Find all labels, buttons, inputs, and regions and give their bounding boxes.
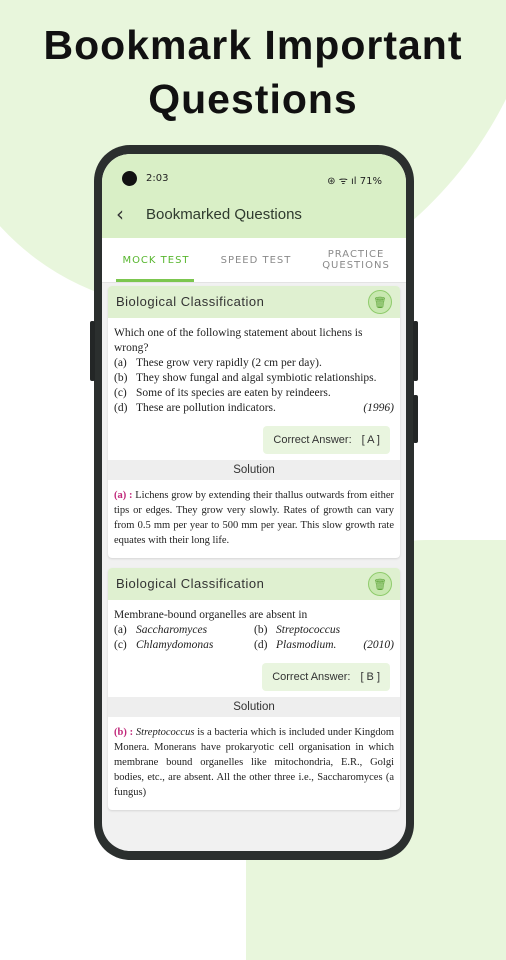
answer-value: [ A ] bbox=[361, 434, 380, 446]
option-key: (c) bbox=[114, 387, 127, 399]
phone-frame bbox=[94, 145, 414, 860]
correct-answer-badge bbox=[263, 426, 390, 454]
promo-headline bbox=[0, 18, 506, 126]
solution-text bbox=[108, 480, 400, 558]
option-key: (b) bbox=[254, 624, 268, 636]
back-arrow-icon[interactable]: ‹ bbox=[116, 202, 124, 226]
answer-row bbox=[108, 420, 400, 460]
option-b bbox=[254, 623, 394, 638]
option-text: These grow very rapidly (2 cm per day). bbox=[136, 357, 322, 369]
question-text: Which one of the following statement about lichens is wrong? bbox=[114, 327, 363, 354]
headline-line-2: Questions bbox=[148, 76, 358, 122]
solution-body: is a bacteria which is included under Kingdom Monera. Monerans have prokaryotic cell organisation in which membrane bound organelles like mitochondria, E.R., Golgi bodies, etc., are absent. All the other three i.e., Saccharomyces (a fungus) bbox=[114, 727, 395, 798]
solution-heading: Solution bbox=[108, 460, 400, 480]
option-c bbox=[114, 638, 254, 653]
option-row bbox=[114, 623, 394, 638]
headline-line-1: Bookmark Important bbox=[43, 22, 463, 68]
trash-icon[interactable]: 🗑 bbox=[368, 572, 392, 596]
question-card bbox=[108, 286, 400, 558]
answer-value: [ B ] bbox=[360, 671, 380, 683]
tab-practice-questions[interactable]: PRACTICE QUESTIONS bbox=[322, 249, 390, 271]
option-text: Plasmodium. bbox=[276, 639, 337, 651]
solution-answer-key: (b) : bbox=[114, 727, 134, 738]
bookmark-list bbox=[108, 286, 400, 820]
option-text: Chlamydomonas bbox=[136, 639, 214, 651]
option-text: They show fungal and algal symbiotic relationships. bbox=[136, 372, 377, 384]
status-bar bbox=[102, 154, 406, 186]
volume-button bbox=[413, 395, 418, 443]
tab-mock-test[interactable]: MOCK TEST bbox=[122, 254, 190, 266]
option-c bbox=[114, 386, 394, 401]
page-title: Bookmarked Questions bbox=[146, 206, 302, 223]
option-a bbox=[114, 356, 394, 371]
solution-answer-key: (a) : bbox=[114, 490, 133, 501]
card-title: Biological Classification bbox=[116, 294, 265, 309]
question-year: (1996) bbox=[363, 402, 394, 414]
active-tab-indicator bbox=[116, 279, 194, 282]
question-card bbox=[108, 568, 400, 810]
option-text: These are pollution indicators. bbox=[136, 402, 276, 414]
answer-label: Correct Answer: bbox=[272, 671, 351, 683]
option-text: Streptococcus bbox=[276, 624, 341, 636]
option-key: (b) bbox=[114, 372, 128, 384]
answer-row bbox=[108, 657, 400, 697]
solution-heading: Solution bbox=[108, 697, 400, 717]
option-b bbox=[114, 371, 394, 386]
power-button bbox=[413, 321, 418, 381]
solution-body: Lichens grow by extending their thallus outwards from either tips or edges. They grow very slowly. Rates of growth can vary from 0.5 mm per year to 500 mm per year. This slow growth rate equates with their long life. bbox=[114, 490, 394, 546]
tab-bar bbox=[102, 238, 406, 283]
question-text: Membrane-bound organelles are absent in bbox=[114, 609, 308, 621]
option-text: Saccharomyces bbox=[136, 624, 208, 636]
question-year: (2010) bbox=[363, 639, 394, 651]
question-body bbox=[108, 318, 400, 420]
answer-label: Correct Answer: bbox=[273, 434, 352, 446]
status-time: 2:03 bbox=[146, 173, 169, 184]
side-button-left bbox=[90, 321, 95, 381]
correct-answer-badge bbox=[262, 663, 390, 691]
option-a bbox=[114, 623, 254, 638]
option-key: (a) bbox=[114, 624, 127, 636]
question-body bbox=[108, 600, 400, 657]
phone-screen bbox=[102, 154, 406, 851]
trash-icon[interactable]: 🗑 bbox=[368, 290, 392, 314]
option-key: (d) bbox=[114, 402, 128, 414]
option-row bbox=[114, 638, 394, 653]
status-indicators: ⊛ ᯤ ıl 71% bbox=[327, 176, 382, 187]
option-d bbox=[114, 401, 394, 416]
option-key: (c) bbox=[114, 639, 127, 651]
app-bar bbox=[102, 154, 406, 238]
tab-speed-test[interactable]: SPEED TEST bbox=[220, 254, 292, 266]
option-key: (d) bbox=[254, 639, 268, 651]
card-header bbox=[108, 286, 400, 318]
card-header bbox=[108, 568, 400, 600]
option-d bbox=[254, 638, 394, 653]
camera-hole bbox=[122, 171, 137, 186]
solution-italic-term: Streptococcus bbox=[135, 727, 195, 738]
card-title: Biological Classification bbox=[116, 576, 265, 591]
solution-text bbox=[108, 717, 400, 810]
option-key: (a) bbox=[114, 357, 127, 369]
option-text: Some of its species are eaten by reindeers. bbox=[136, 387, 331, 399]
